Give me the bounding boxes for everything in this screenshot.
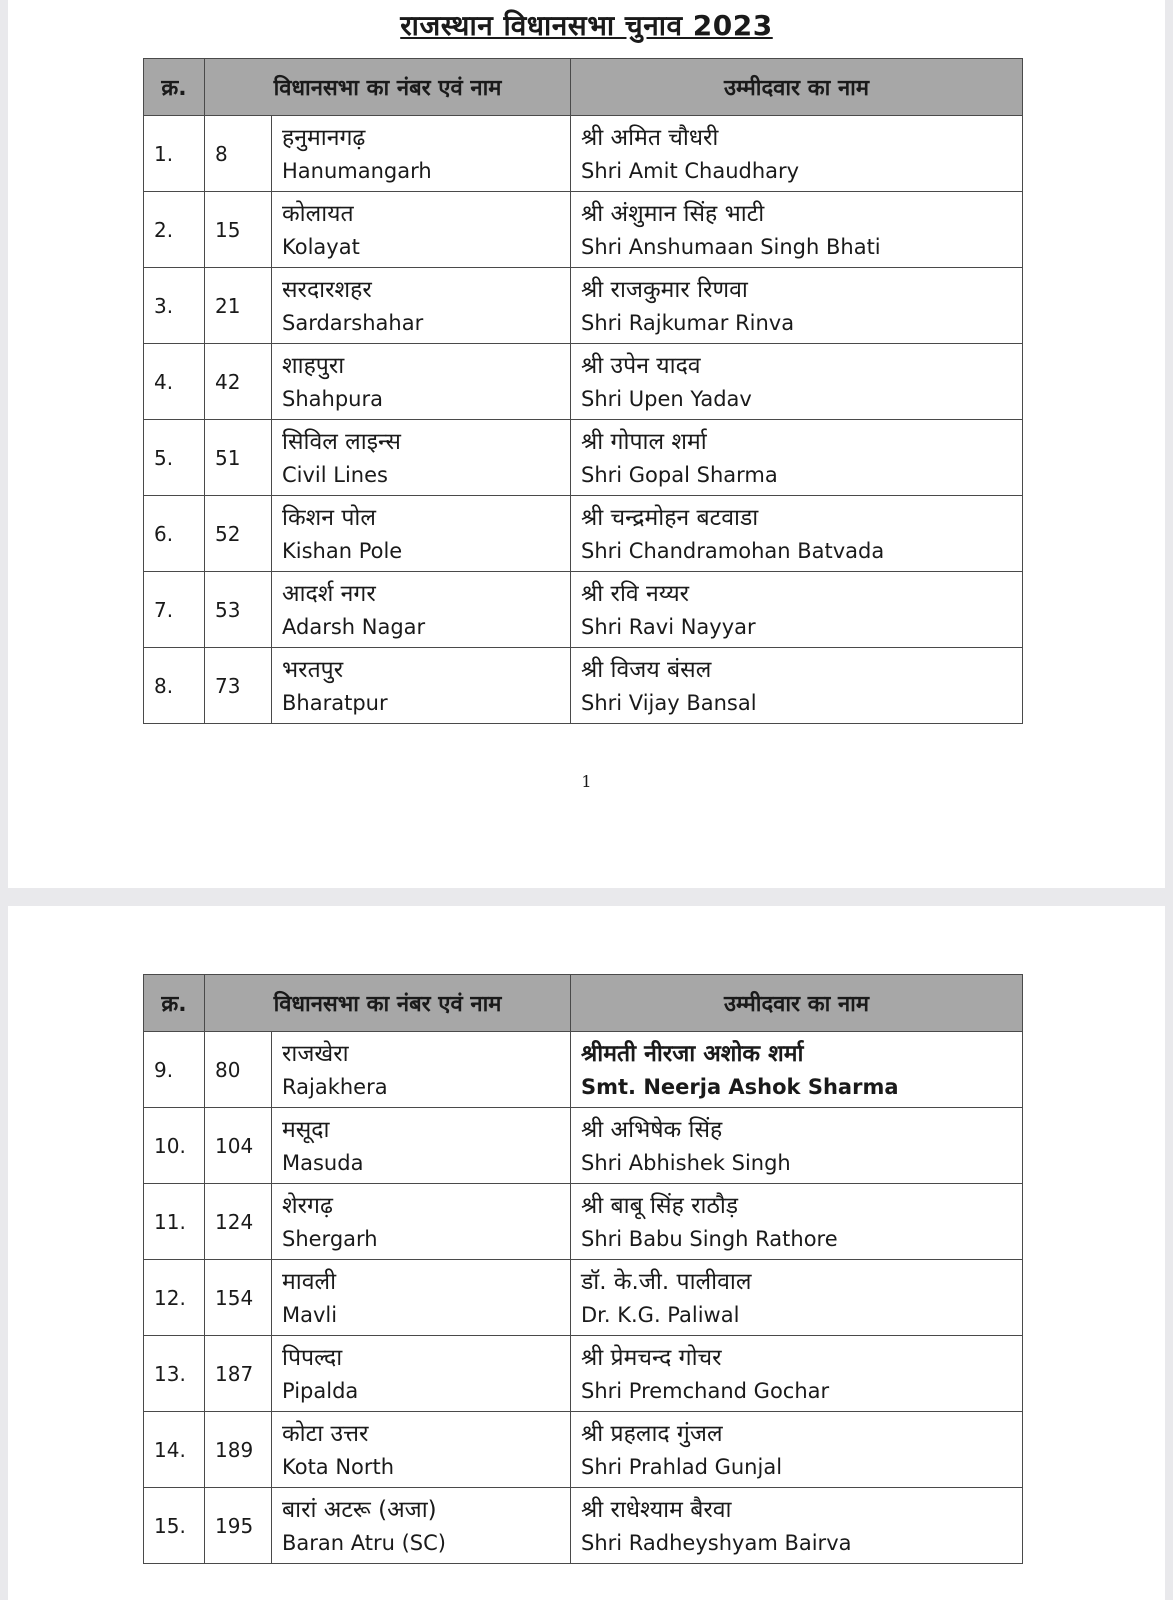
constituency-name-cell (272, 1260, 571, 1336)
candidate-name-hindi: श्री अमित चौधरी (581, 124, 719, 151)
table-row (144, 420, 1023, 496)
header-candidate: उम्मीदवार का नाम (571, 59, 1023, 116)
constituency-number-cell: 73 (205, 648, 272, 724)
constituency-name-english: Masuda (282, 1150, 364, 1175)
constituency-name-cell (272, 1108, 571, 1184)
serial-cell: 10. (144, 1108, 205, 1184)
constituency-name-english: Adarsh Nagar (282, 614, 426, 639)
table-header-row (144, 975, 1023, 1032)
constituency-name-english: Sardarshahar (282, 310, 424, 335)
candidate-name-english: Smt. Neerja Ashok Sharma (581, 1074, 899, 1099)
serial-cell: 14. (144, 1412, 205, 1488)
candidate-name-english: Shri Amit Chaudhary (581, 158, 800, 183)
constituency-number-cell: 80 (205, 1032, 272, 1108)
header-sno: क्र. (144, 59, 205, 116)
constituency-name-hindi: आदर्श नगर (282, 580, 376, 607)
candidate-name-cell (571, 116, 1023, 192)
constituency-number-cell: 8 (205, 116, 272, 192)
constituency-name-cell (272, 192, 571, 268)
candidate-name-hindi: श्री अभिषेक सिंह (581, 1116, 723, 1143)
constituency-number-cell: 21 (205, 268, 272, 344)
serial-cell: 1. (144, 116, 205, 192)
constituency-name-hindi: सरदारशहर (282, 276, 372, 303)
candidate-name-english: Shri Upen Yadav (581, 386, 752, 411)
constituency-name-cell (272, 1184, 571, 1260)
table-header-row (144, 59, 1023, 116)
serial-cell: 12. (144, 1260, 205, 1336)
serial-cell: 4. (144, 344, 205, 420)
header-constituency: विधानसभा का नंबर एवं नाम (205, 975, 571, 1032)
table-row (144, 1412, 1023, 1488)
candidate-name-cell (571, 572, 1023, 648)
candidates-table-2 (143, 974, 1023, 1564)
candidate-name-cell (571, 192, 1023, 268)
candidate-name-english: Dr. K.G. Paliwal (581, 1302, 740, 1327)
candidate-name-hindi: श्री प्रेमचन्द गोचर (581, 1344, 722, 1371)
candidate-name-hindi: श्री राधेश्याम बैरवा (581, 1496, 732, 1523)
candidate-name-cell (571, 1260, 1023, 1336)
table-row (144, 344, 1023, 420)
constituency-number-cell: 189 (205, 1412, 272, 1488)
candidate-name-cell (571, 1184, 1023, 1260)
constituency-number-cell: 52 (205, 496, 272, 572)
candidate-name-english: Shri Anshumaan Singh Bhati (581, 234, 881, 259)
constituency-number-cell: 195 (205, 1488, 272, 1564)
candidate-name-cell (571, 268, 1023, 344)
candidate-name-hindi: श्री उपेन यादव (581, 352, 701, 379)
candidate-name-hindi: श्री विजय बंसल (581, 656, 712, 683)
candidate-name-cell (571, 1336, 1023, 1412)
candidate-name-english: Shri Rajkumar Rinva (581, 310, 795, 335)
constituency-name-hindi: मसूदा (282, 1116, 330, 1143)
table-row (144, 116, 1023, 192)
constituency-number-cell: 154 (205, 1260, 272, 1336)
constituency-name-english: Civil Lines (282, 462, 388, 487)
constituency-name-cell (272, 420, 571, 496)
candidate-name-english: Shri Prahlad Gunjal (581, 1454, 783, 1479)
candidate-name-cell (571, 648, 1023, 724)
candidate-name-hindi: श्री बाबू सिंह राठौड़ (581, 1192, 739, 1219)
constituency-name-hindi: कोटा उत्तर (282, 1420, 369, 1447)
constituency-name-hindi: मावली (282, 1268, 337, 1295)
candidate-name-hindi: डॉ. के.जी. पालीवाल (581, 1268, 752, 1295)
serial-cell: 15. (144, 1488, 205, 1564)
table-row (144, 268, 1023, 344)
candidate-name-cell (571, 420, 1023, 496)
constituency-number-cell: 15 (205, 192, 272, 268)
candidate-name-cell (571, 1032, 1023, 1108)
constituency-name-english: Kolayat (282, 234, 360, 259)
constituency-name-cell (272, 1336, 571, 1412)
constituency-name-english: Bharatpur (282, 690, 388, 715)
candidate-name-english: Shri Chandramohan Batvada (581, 538, 885, 563)
candidate-name-english: Shri Gopal Sharma (581, 462, 778, 487)
constituency-number-cell: 53 (205, 572, 272, 648)
constituency-number-cell: 187 (205, 1336, 272, 1412)
candidate-name-hindi: श्री रवि नय्यर (581, 580, 690, 607)
constituency-name-hindi: भरतपुर (282, 656, 344, 683)
candidate-name-hindi: श्री राजकुमार रिणवा (581, 276, 748, 303)
candidate-name-english: Shri Abhishek Singh (581, 1150, 791, 1175)
candidate-name-cell (571, 1108, 1023, 1184)
constituency-name-hindi: कोलायत (282, 200, 354, 227)
constituency-number-cell: 51 (205, 420, 272, 496)
candidate-name-cell (571, 1412, 1023, 1488)
constituency-number-cell: 42 (205, 344, 272, 420)
table-row (144, 648, 1023, 724)
header-constituency: विधानसभा का नंबर एवं नाम (205, 59, 571, 116)
header-sno: क्र. (144, 975, 205, 1032)
constituency-name-english: Kishan Pole (282, 538, 403, 563)
table-row (144, 1108, 1023, 1184)
constituency-name-hindi: सिविल लाइन्स (282, 428, 401, 455)
candidate-name-cell (571, 1488, 1023, 1564)
constituency-name-english: Kota North (282, 1454, 395, 1479)
constituency-name-hindi: हनुमानगढ़ (282, 124, 366, 151)
constituency-name-cell (272, 116, 571, 192)
candidate-name-hindi: श्रीमती नीरजा अशोक शर्मा (581, 1040, 804, 1067)
constituency-name-hindi: पिपल्दा (282, 1344, 343, 1371)
serial-cell: 7. (144, 572, 205, 648)
constituency-name-english: Hanumangarh (282, 158, 432, 183)
candidate-name-english: Shri Babu Singh Rathore (581, 1226, 838, 1251)
constituency-name-hindi: बारां अटरू (अजा) (282, 1496, 437, 1523)
constituency-name-hindi: राजखेरा (282, 1040, 349, 1067)
serial-cell: 2. (144, 192, 205, 268)
candidate-name-english: Shri Vijay Bansal (581, 690, 757, 715)
constituency-name-cell (272, 1412, 571, 1488)
constituency-name-cell (272, 344, 571, 420)
table-row (144, 496, 1023, 572)
constituency-name-english: Shergarh (282, 1226, 378, 1251)
constituency-name-english: Shahpura (282, 386, 383, 411)
serial-cell: 5. (144, 420, 205, 496)
document-page-2 (8, 906, 1165, 1600)
constituency-name-cell (272, 268, 571, 344)
constituency-number-cell: 124 (205, 1184, 272, 1260)
candidate-name-cell (571, 344, 1023, 420)
constituency-name-english: Baran Atru (SC) (282, 1530, 446, 1555)
candidate-name-english: Shri Premchand Gochar (581, 1378, 830, 1403)
serial-cell: 13. (144, 1336, 205, 1412)
constituency-name-english: Pipalda (282, 1378, 359, 1403)
page-number: 1 (581, 772, 592, 791)
serial-cell: 11. (144, 1184, 205, 1260)
table-row (144, 1032, 1023, 1108)
constituency-name-english: Mavli (282, 1302, 338, 1327)
candidate-name-hindi: श्री प्रहलाद गुंजल (581, 1420, 723, 1447)
table-row (144, 1488, 1023, 1564)
document-title: राजस्थान विधानसभा चुनाव 2023 (400, 9, 773, 42)
constituency-name-cell (272, 1032, 571, 1108)
constituency-name-cell (272, 648, 571, 724)
serial-cell: 3. (144, 268, 205, 344)
candidates-table-1 (143, 58, 1023, 724)
header-candidate: उम्मीदवार का नाम (571, 975, 1023, 1032)
constituency-name-hindi: शाहपुरा (282, 352, 345, 379)
constituency-name-cell (272, 1488, 571, 1564)
document-page-1 (8, 0, 1165, 888)
candidate-name-hindi: श्री गोपाल शर्मा (581, 428, 707, 455)
table-row (144, 572, 1023, 648)
candidate-name-english: Shri Radheyshyam Bairva (581, 1530, 852, 1555)
constituency-name-cell (272, 496, 571, 572)
table-row (144, 1184, 1023, 1260)
serial-cell: 8. (144, 648, 205, 724)
constituency-name-english: Rajakhera (282, 1074, 388, 1099)
table-row (144, 1336, 1023, 1412)
candidate-name-hindi: श्री अंशुमान सिंह भाटी (581, 200, 765, 227)
serial-cell: 9. (144, 1032, 205, 1108)
table-row (144, 192, 1023, 268)
table-row (144, 1260, 1023, 1336)
serial-cell: 6. (144, 496, 205, 572)
constituency-name-cell (272, 572, 571, 648)
constituency-name-hindi: शेरगढ़ (282, 1192, 333, 1219)
constituency-number-cell: 104 (205, 1108, 272, 1184)
candidate-name-english: Shri Ravi Nayyar (581, 614, 756, 639)
candidate-name-cell (571, 496, 1023, 572)
constituency-name-hindi: किशन पोल (282, 504, 376, 531)
candidate-name-hindi: श्री चन्द्रमोहन बटवाडा (581, 504, 759, 531)
